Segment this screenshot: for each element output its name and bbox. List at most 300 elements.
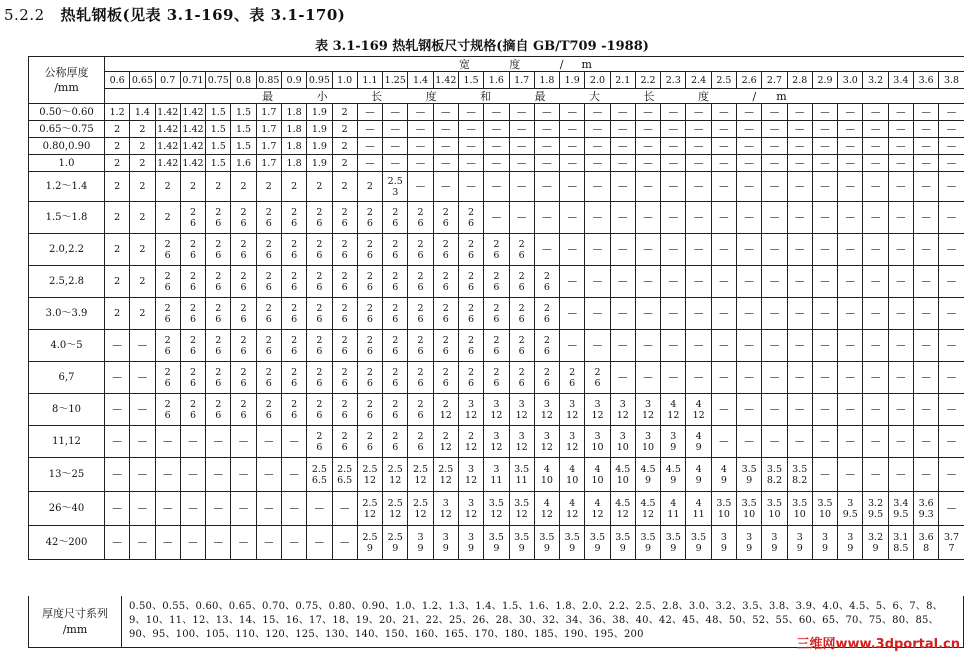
length-cell: —: [888, 458, 913, 492]
length-cell: —: [610, 202, 635, 234]
length-cell: 2 6: [383, 426, 408, 458]
length-cell: —: [610, 266, 635, 298]
length-cell: 2 6: [231, 298, 256, 330]
length-cell: 3 12: [610, 394, 635, 426]
length-cell: 1.42: [180, 121, 205, 138]
length-cell: —: [105, 492, 130, 526]
length-cell: 2 6: [231, 202, 256, 234]
length-cell: —: [130, 458, 155, 492]
length-cell: 2: [130, 155, 155, 172]
thickness-label: 6,7: [29, 362, 105, 394]
section-number: 5.2.2: [4, 6, 45, 24]
length-cell: 2 6: [180, 202, 205, 234]
thickness-label: 0.65～0.75: [29, 121, 105, 138]
length-cell: —: [787, 362, 812, 394]
length-cell: —: [105, 362, 130, 394]
length-cell: —: [458, 121, 483, 138]
length-cell: 1.42: [180, 155, 205, 172]
length-cell: —: [585, 298, 610, 330]
length-cell: —: [888, 330, 913, 362]
length-cell: 2 6: [383, 298, 408, 330]
length-cell: 2 6: [458, 298, 483, 330]
length-cell: —: [686, 202, 711, 234]
length-cell: —: [560, 330, 585, 362]
length-cell: —: [534, 172, 559, 202]
table-row: [29, 330, 964, 362]
width-value: 2.3: [661, 72, 686, 89]
length-cell: —: [661, 234, 686, 266]
length-cell: —: [812, 155, 837, 172]
thickness-label: 1.2～1.4: [29, 172, 105, 202]
length-cell: 2 6: [332, 330, 357, 362]
length-cell: —: [863, 121, 888, 138]
length-cell: 2 6: [433, 298, 458, 330]
length-cell: —: [939, 394, 964, 426]
length-cell: —: [838, 172, 863, 202]
length-cell: —: [585, 138, 610, 155]
length-cell: 3.5 11: [509, 458, 534, 492]
length-cell: 2 6: [509, 266, 534, 298]
watermark-logo: 三维网www.3dportal.cn: [796, 637, 960, 652]
length-cell: 3 9: [408, 526, 433, 560]
length-cell: 2 6: [534, 362, 559, 394]
length-cell: 2 6: [281, 234, 306, 266]
length-cell: —: [787, 172, 812, 202]
length-cell: 2 6: [307, 362, 332, 394]
length-cell: 3 12: [534, 426, 559, 458]
length-cell: —: [812, 394, 837, 426]
length-cell: 2 6: [332, 202, 357, 234]
width-value: 1.42: [433, 72, 458, 89]
length-cell: —: [661, 104, 686, 121]
length-cell: —: [914, 202, 939, 234]
thickness-series-values: 0.50、0.55、0.60、0.65、0.70、0.75、0.80、0.90、1.0、1.2、1.3、1.4、1.5、1.6、1.8、2.0、2.2、2.5、2.8、3.0、3.2、3.5、3.8、3.9、4.0、4.5、5、6、7、8、9、10、11、12、13、14、15、16、17、18、19、20、21、22、25、26、28、30、32、34、36、38、40、42、45、48、50、52、55、60、65、70、75、80、85、90、95、100、105、110、120、125、130、140、150、160、165、170、180、185、190、195、200: [129, 601, 943, 640]
length-cell: —: [661, 266, 686, 298]
length-cell: —: [661, 138, 686, 155]
length-cell: —: [939, 138, 964, 155]
length-cell: 4.5 9: [635, 458, 660, 492]
length-cell: 2 6: [307, 266, 332, 298]
length-cell: —: [711, 394, 736, 426]
length-cell: —: [130, 492, 155, 526]
length-cell: —: [939, 172, 964, 202]
length-cell: —: [939, 104, 964, 121]
length-cell: 2 6: [180, 266, 205, 298]
length-cell: 2 6: [155, 298, 180, 330]
length-cell: 3.5 9: [661, 526, 686, 560]
length-cell: —: [762, 138, 787, 155]
length-cell: 1.7: [256, 104, 281, 121]
thickness-series-label-text: 厚度尺寸系列 /mm: [42, 606, 108, 636]
length-cell: —: [686, 155, 711, 172]
length-cell: 2: [105, 234, 130, 266]
length-cell: 2: [332, 104, 357, 121]
length-cell: 2 6: [534, 330, 559, 362]
length-cell: —: [737, 234, 762, 266]
length-cell: 3 9: [433, 526, 458, 560]
length-cell: —: [332, 526, 357, 560]
length-cell: 2 6: [155, 266, 180, 298]
length-cell: —: [812, 298, 837, 330]
length-cell: 2 6: [408, 234, 433, 266]
width-value: 3.0: [838, 72, 863, 89]
length-cell: —: [661, 155, 686, 172]
length-cell: 2 6: [383, 362, 408, 394]
length-cell: —: [762, 330, 787, 362]
width-value: 2.7: [762, 72, 787, 89]
length-cell: —: [914, 155, 939, 172]
length-cell: 2 6: [357, 394, 382, 426]
width-value: 0.85: [256, 72, 281, 89]
length-cell: 3 9: [787, 526, 812, 560]
length-cell: 3 9.5: [838, 492, 863, 526]
length-cell: 2 6: [307, 330, 332, 362]
length-cell: —: [863, 458, 888, 492]
length-cell: 2: [332, 138, 357, 155]
length-cell: 1.5: [231, 138, 256, 155]
length-cell: 3.2 9: [863, 526, 888, 560]
length-cell: —: [686, 298, 711, 330]
table-row: [29, 234, 964, 266]
length-cell: —: [635, 266, 660, 298]
length-cell: 3.5 10: [737, 492, 762, 526]
length-cell: —: [863, 234, 888, 266]
width-value: 1.25: [383, 72, 408, 89]
length-cell: 1.8: [281, 104, 306, 121]
length-cell: 2 6: [509, 362, 534, 394]
width-value: 1.4: [408, 72, 433, 89]
length-cell: —: [408, 104, 433, 121]
length-cell: 2: [357, 172, 382, 202]
length-cell: 2 6: [357, 234, 382, 266]
width-value: 0.95: [307, 72, 332, 89]
length-cell: —: [635, 155, 660, 172]
length-cell: 2: [130, 298, 155, 330]
length-cell: —: [458, 138, 483, 155]
length-cell: —: [914, 330, 939, 362]
length-cell: 2 6: [231, 266, 256, 298]
width-value: 2.2: [635, 72, 660, 89]
thickness-label: 1.0: [29, 155, 105, 172]
length-cell: 1.42: [155, 138, 180, 155]
length-cell: 2: [332, 155, 357, 172]
plate-size-table: [28, 56, 964, 560]
length-cell: 2 6: [180, 298, 205, 330]
length-cell: —: [888, 155, 913, 172]
length-cell: 3.5 9: [509, 526, 534, 560]
length-cell: 2 6: [458, 362, 483, 394]
length-cell: —: [863, 362, 888, 394]
width-value: 0.65: [130, 72, 155, 89]
length-cell: —: [812, 458, 837, 492]
length-cell: —: [180, 492, 205, 526]
length-cell: 2 6: [206, 362, 231, 394]
length-cell: —: [484, 138, 509, 155]
length-cell: —: [888, 266, 913, 298]
length-cell: 2 6: [307, 298, 332, 330]
length-cell: —: [888, 104, 913, 121]
width-value: 2.4: [686, 72, 711, 89]
length-cell: —: [711, 155, 736, 172]
length-cell: —: [635, 121, 660, 138]
length-cell: —: [888, 172, 913, 202]
length-cell: —: [686, 362, 711, 394]
length-cell: 3.5 8.2: [787, 458, 812, 492]
length-cell: 2: [130, 121, 155, 138]
length-cell: —: [939, 298, 964, 330]
length-cell: —: [610, 330, 635, 362]
length-cell: —: [939, 234, 964, 266]
thickness-label: 0.80,0.90: [29, 138, 105, 155]
length-cell: 2 6: [484, 298, 509, 330]
length-cell: —: [711, 266, 736, 298]
width-value: 0.7: [155, 72, 180, 89]
length-cell: —: [635, 138, 660, 155]
length-cell: 3.4 9.5: [888, 492, 913, 526]
length-cell: —: [939, 121, 964, 138]
length-cell: —: [105, 394, 130, 426]
length-cell: 2: [231, 172, 256, 202]
length-cell: —: [838, 394, 863, 426]
length-cell: 1.9: [307, 138, 332, 155]
length-cell: —: [635, 330, 660, 362]
length-cell: 2 6: [509, 234, 534, 266]
width-value: 0.75: [206, 72, 231, 89]
length-cell: 2: [206, 172, 231, 202]
length-cell: —: [484, 121, 509, 138]
length-cell: 2 6: [180, 394, 205, 426]
length-cell: —: [863, 394, 888, 426]
length-cell: 2 6: [433, 330, 458, 362]
length-cell: 3.5 10: [787, 492, 812, 526]
length-cell: —: [585, 266, 610, 298]
length-cell: 2 6: [458, 266, 483, 298]
length-cell: —: [737, 155, 762, 172]
length-cell: 2 6: [206, 234, 231, 266]
length-cell: —: [610, 234, 635, 266]
length-cell: —: [812, 426, 837, 458]
length-cell: —: [484, 155, 509, 172]
length-cell: 2 6: [256, 330, 281, 362]
length-cell: 3 12: [534, 394, 559, 426]
length-cell: 1.6: [231, 155, 256, 172]
length-cell: —: [408, 138, 433, 155]
length-cell: —: [560, 155, 585, 172]
thickness-label: 42～200: [29, 526, 105, 560]
length-cell: —: [610, 298, 635, 330]
length-cell: 2 12: [433, 426, 458, 458]
length-cell: 2 6: [357, 330, 382, 362]
length-cell: 2 6: [433, 234, 458, 266]
length-cell: —: [914, 121, 939, 138]
length-cell: 3 9: [762, 526, 787, 560]
length-cell: —: [762, 202, 787, 234]
length-cell: 3 12: [560, 426, 585, 458]
length-cell: 2 6: [332, 298, 357, 330]
length-cell: 4.5 12: [610, 492, 635, 526]
length-cell: —: [256, 492, 281, 526]
length-cell: 2: [105, 172, 130, 202]
thickness-label: 13～25: [29, 458, 105, 492]
length-cell: —: [737, 298, 762, 330]
length-cell: —: [787, 202, 812, 234]
length-cell: 2 6: [383, 202, 408, 234]
length-cell: —: [787, 121, 812, 138]
length-cell: 2 6: [180, 330, 205, 362]
length-cell: 2 6: [433, 266, 458, 298]
length-cell: 2: [105, 155, 130, 172]
length-cell: 2 6: [332, 426, 357, 458]
length-cell: —: [383, 138, 408, 155]
length-cell: —: [914, 298, 939, 330]
section-title: 热轧钢板(见表 3.1-169、表 3.1-170): [60, 6, 346, 24]
length-cell: —: [686, 121, 711, 138]
length-cell: 2 6: [534, 266, 559, 298]
length-cell: 3 10: [585, 426, 610, 458]
length-cell: —: [762, 394, 787, 426]
length-cell: 3.5 9: [484, 526, 509, 560]
length-cell: —: [939, 330, 964, 362]
length-cell: —: [812, 202, 837, 234]
width-value: 2.0: [585, 72, 610, 89]
length-cell: 2 6: [307, 426, 332, 458]
length-cell: 2 6: [281, 330, 306, 362]
length-cell: 2 6: [180, 362, 205, 394]
length-cell: —: [534, 155, 559, 172]
length-cell: 4 12: [534, 492, 559, 526]
length-cell: —: [180, 458, 205, 492]
length-cell: 2: [155, 202, 180, 234]
width-value: 2.9: [812, 72, 837, 89]
thickness-label: 4.0～5: [29, 330, 105, 362]
length-cell: —: [180, 426, 205, 458]
length-cell: —: [458, 172, 483, 202]
length-cell: 2 6: [256, 202, 281, 234]
length-cell: 2 6: [383, 234, 408, 266]
length-cell: 2: [105, 138, 130, 155]
length-cell: 2 6: [256, 298, 281, 330]
length-cell: 4.5 10: [610, 458, 635, 492]
length-cell: 2 6: [383, 394, 408, 426]
length-cell: —: [914, 172, 939, 202]
length-cell: —: [787, 394, 812, 426]
length-cell: 2 6: [206, 266, 231, 298]
length-cell: —: [787, 330, 812, 362]
length-cell: —: [838, 155, 863, 172]
length-cell: —: [357, 155, 382, 172]
length-cell: 1.42: [180, 104, 205, 121]
length-cell: —: [812, 330, 837, 362]
length-cell: 2 6: [484, 362, 509, 394]
length-cell: —: [686, 138, 711, 155]
length-cell: 1.5: [231, 104, 256, 121]
length-cell: 2 6: [433, 202, 458, 234]
length-cell: 2 6: [408, 298, 433, 330]
length-cell: 2: [281, 172, 306, 202]
length-cell: —: [610, 121, 635, 138]
length-cell: —: [939, 362, 964, 394]
length-cell: —: [534, 202, 559, 234]
length-cell: —: [914, 458, 939, 492]
length-cell: 2.5 6.5: [307, 458, 332, 492]
length-cell: 4.5 9: [661, 458, 686, 492]
length-cell: —: [357, 104, 382, 121]
length-cell: —: [737, 138, 762, 155]
length-cell: 4 9: [686, 426, 711, 458]
length-cell: 2 6: [155, 234, 180, 266]
length-cell: 4 12: [661, 394, 686, 426]
length-cell: —: [130, 330, 155, 362]
length-cell: —: [155, 526, 180, 560]
length-cell: —: [812, 234, 837, 266]
length-cell: —: [509, 121, 534, 138]
length-cell: —: [560, 104, 585, 121]
length-cell: —: [863, 138, 888, 155]
length-cell: 4 12: [560, 492, 585, 526]
length-cell: 1.8: [281, 138, 306, 155]
length-cell: 2 12: [458, 426, 483, 458]
length-cell: 1.42: [155, 155, 180, 172]
length-cell: —: [838, 266, 863, 298]
width-value: 3.8: [939, 72, 964, 89]
length-cell: —: [863, 426, 888, 458]
length-cell: —: [838, 104, 863, 121]
length-cell: 2 6: [458, 330, 483, 362]
length-cell: —: [610, 172, 635, 202]
length-cell: —: [762, 155, 787, 172]
length-cell: —: [206, 458, 231, 492]
length-cell: —: [458, 155, 483, 172]
length-cell: —: [737, 104, 762, 121]
length-cell: —: [812, 362, 837, 394]
length-cell: —: [711, 121, 736, 138]
length-cell: —: [231, 492, 256, 526]
length-cell: —: [408, 155, 433, 172]
length-cell: 2 6: [332, 234, 357, 266]
length-cell: 2 6: [307, 202, 332, 234]
length-cell: —: [635, 202, 660, 234]
length-cell: 4 9: [711, 458, 736, 492]
length-cell: 2 6: [155, 362, 180, 394]
length-cell: 1.8: [281, 155, 306, 172]
length-cell: —: [863, 266, 888, 298]
length-cell: —: [155, 492, 180, 526]
length-cell: 2.5 12: [383, 492, 408, 526]
length-cell: 2 6: [509, 330, 534, 362]
thickness-label: 3.0～3.9: [29, 298, 105, 330]
length-cell: —: [433, 172, 458, 202]
length-cell: 2 6: [357, 426, 382, 458]
thickness-header-text: 公称厚度 /mm: [44, 66, 89, 94]
thickness-label: 1.5～1.8: [29, 202, 105, 234]
length-cell: —: [332, 492, 357, 526]
length-caption-row: [29, 89, 964, 104]
length-cell: 2.5 3: [383, 172, 408, 202]
length-cell: 2 6: [357, 266, 382, 298]
length-cell: —: [281, 458, 306, 492]
length-cell: 2 6: [332, 394, 357, 426]
length-cell: —: [838, 458, 863, 492]
length-cell: 2 6: [256, 266, 281, 298]
length-cell: 2 6: [332, 362, 357, 394]
length-cell: —: [787, 104, 812, 121]
length-cell: —: [206, 526, 231, 560]
length-cell: 2 6: [408, 394, 433, 426]
length-cell: 1.7: [256, 138, 281, 155]
length-cell: 2 6: [458, 234, 483, 266]
length-cell: —: [231, 526, 256, 560]
length-cell: 3 12: [560, 394, 585, 426]
